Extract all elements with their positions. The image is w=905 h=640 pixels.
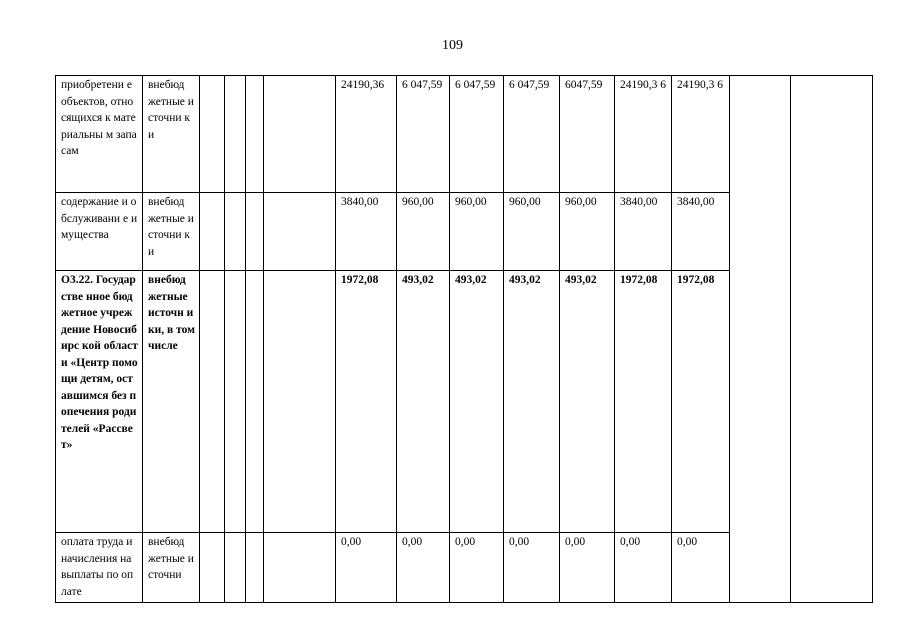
q2-cell: 6 047,59 <box>450 76 504 193</box>
empty-cell <box>225 193 246 271</box>
empty-cell <box>246 193 264 271</box>
row-name-cell: приобретени е объектов, относящихся к материальны м запасам <box>56 76 143 193</box>
sum-cell: 24190,3 6 <box>672 76 730 193</box>
sum-cell: 0,00 <box>615 533 672 603</box>
q2-cell: 960,00 <box>450 193 504 271</box>
total-cell: 24190,36 <box>336 76 397 193</box>
sum-cell: 0,00 <box>672 533 730 603</box>
empty-cell <box>200 193 225 271</box>
row-name-cell: О3.22. Государстве нное бюджетное учреждение Новосибирс кой области «Центр помощи детям, оставшимся без попечения родителей «Рассвет» <box>56 271 143 533</box>
empty-cell <box>200 271 225 533</box>
total-cell: 0,00 <box>336 533 397 603</box>
q3-cell: 6 047,59 <box>504 76 560 193</box>
q4-cell: 960,00 <box>560 193 615 271</box>
q2-cell: 493,02 <box>450 271 504 533</box>
empty-cell <box>264 533 336 603</box>
funding-source-cell: внебюд жетные источни ки <box>143 193 200 271</box>
empty-cell <box>225 533 246 603</box>
sum-cell: 24190,3 6 <box>615 76 672 193</box>
q1-cell: 6 047,59 <box>397 76 450 193</box>
table-row <box>56 76 873 193</box>
q1-cell: 960,00 <box>397 193 450 271</box>
empty-cell <box>225 271 246 533</box>
empty-cell <box>264 193 336 271</box>
sum-cell: 1972,08 <box>672 271 730 533</box>
empty-cell <box>264 76 336 193</box>
q3-cell: 493,02 <box>504 271 560 533</box>
funding-source-cell: внебюд жетные источн ики, в том числе <box>143 271 200 533</box>
empty-cell <box>246 533 264 603</box>
q4-cell: 493,02 <box>560 271 615 533</box>
empty-cell <box>200 76 225 193</box>
empty-cell <box>246 76 264 193</box>
page-number: 109 <box>442 38 463 53</box>
row-name-cell: содержание и обслуживани е имущества <box>56 193 143 271</box>
sum-cell: 3840,00 <box>672 193 730 271</box>
funding-source-cell: внебюд жетные источни ки <box>143 76 200 193</box>
q1-cell: 493,02 <box>397 271 450 533</box>
total-cell: 1972,08 <box>336 271 397 533</box>
budget-table <box>55 75 873 603</box>
q4-cell: 0,00 <box>560 533 615 603</box>
q4-cell: 6047,59 <box>560 76 615 193</box>
row-name-cell: оплата труда и начисления на выплаты по оплате <box>56 533 143 603</box>
q1-cell: 0,00 <box>397 533 450 603</box>
empty-cell <box>264 271 336 533</box>
q2-cell: 0,00 <box>450 533 504 603</box>
sum-cell: 1972,08 <box>615 271 672 533</box>
merged-empty-cell <box>791 76 873 603</box>
sum-cell: 3840,00 <box>615 193 672 271</box>
total-cell: 3840,00 <box>336 193 397 271</box>
empty-cell <box>225 76 246 193</box>
q3-cell: 0,00 <box>504 533 560 603</box>
funding-source-cell: внебюд жетные источни <box>143 533 200 603</box>
empty-cell <box>200 533 225 603</box>
merged-empty-cell <box>730 76 791 603</box>
q3-cell: 960,00 <box>504 193 560 271</box>
empty-cell <box>246 271 264 533</box>
